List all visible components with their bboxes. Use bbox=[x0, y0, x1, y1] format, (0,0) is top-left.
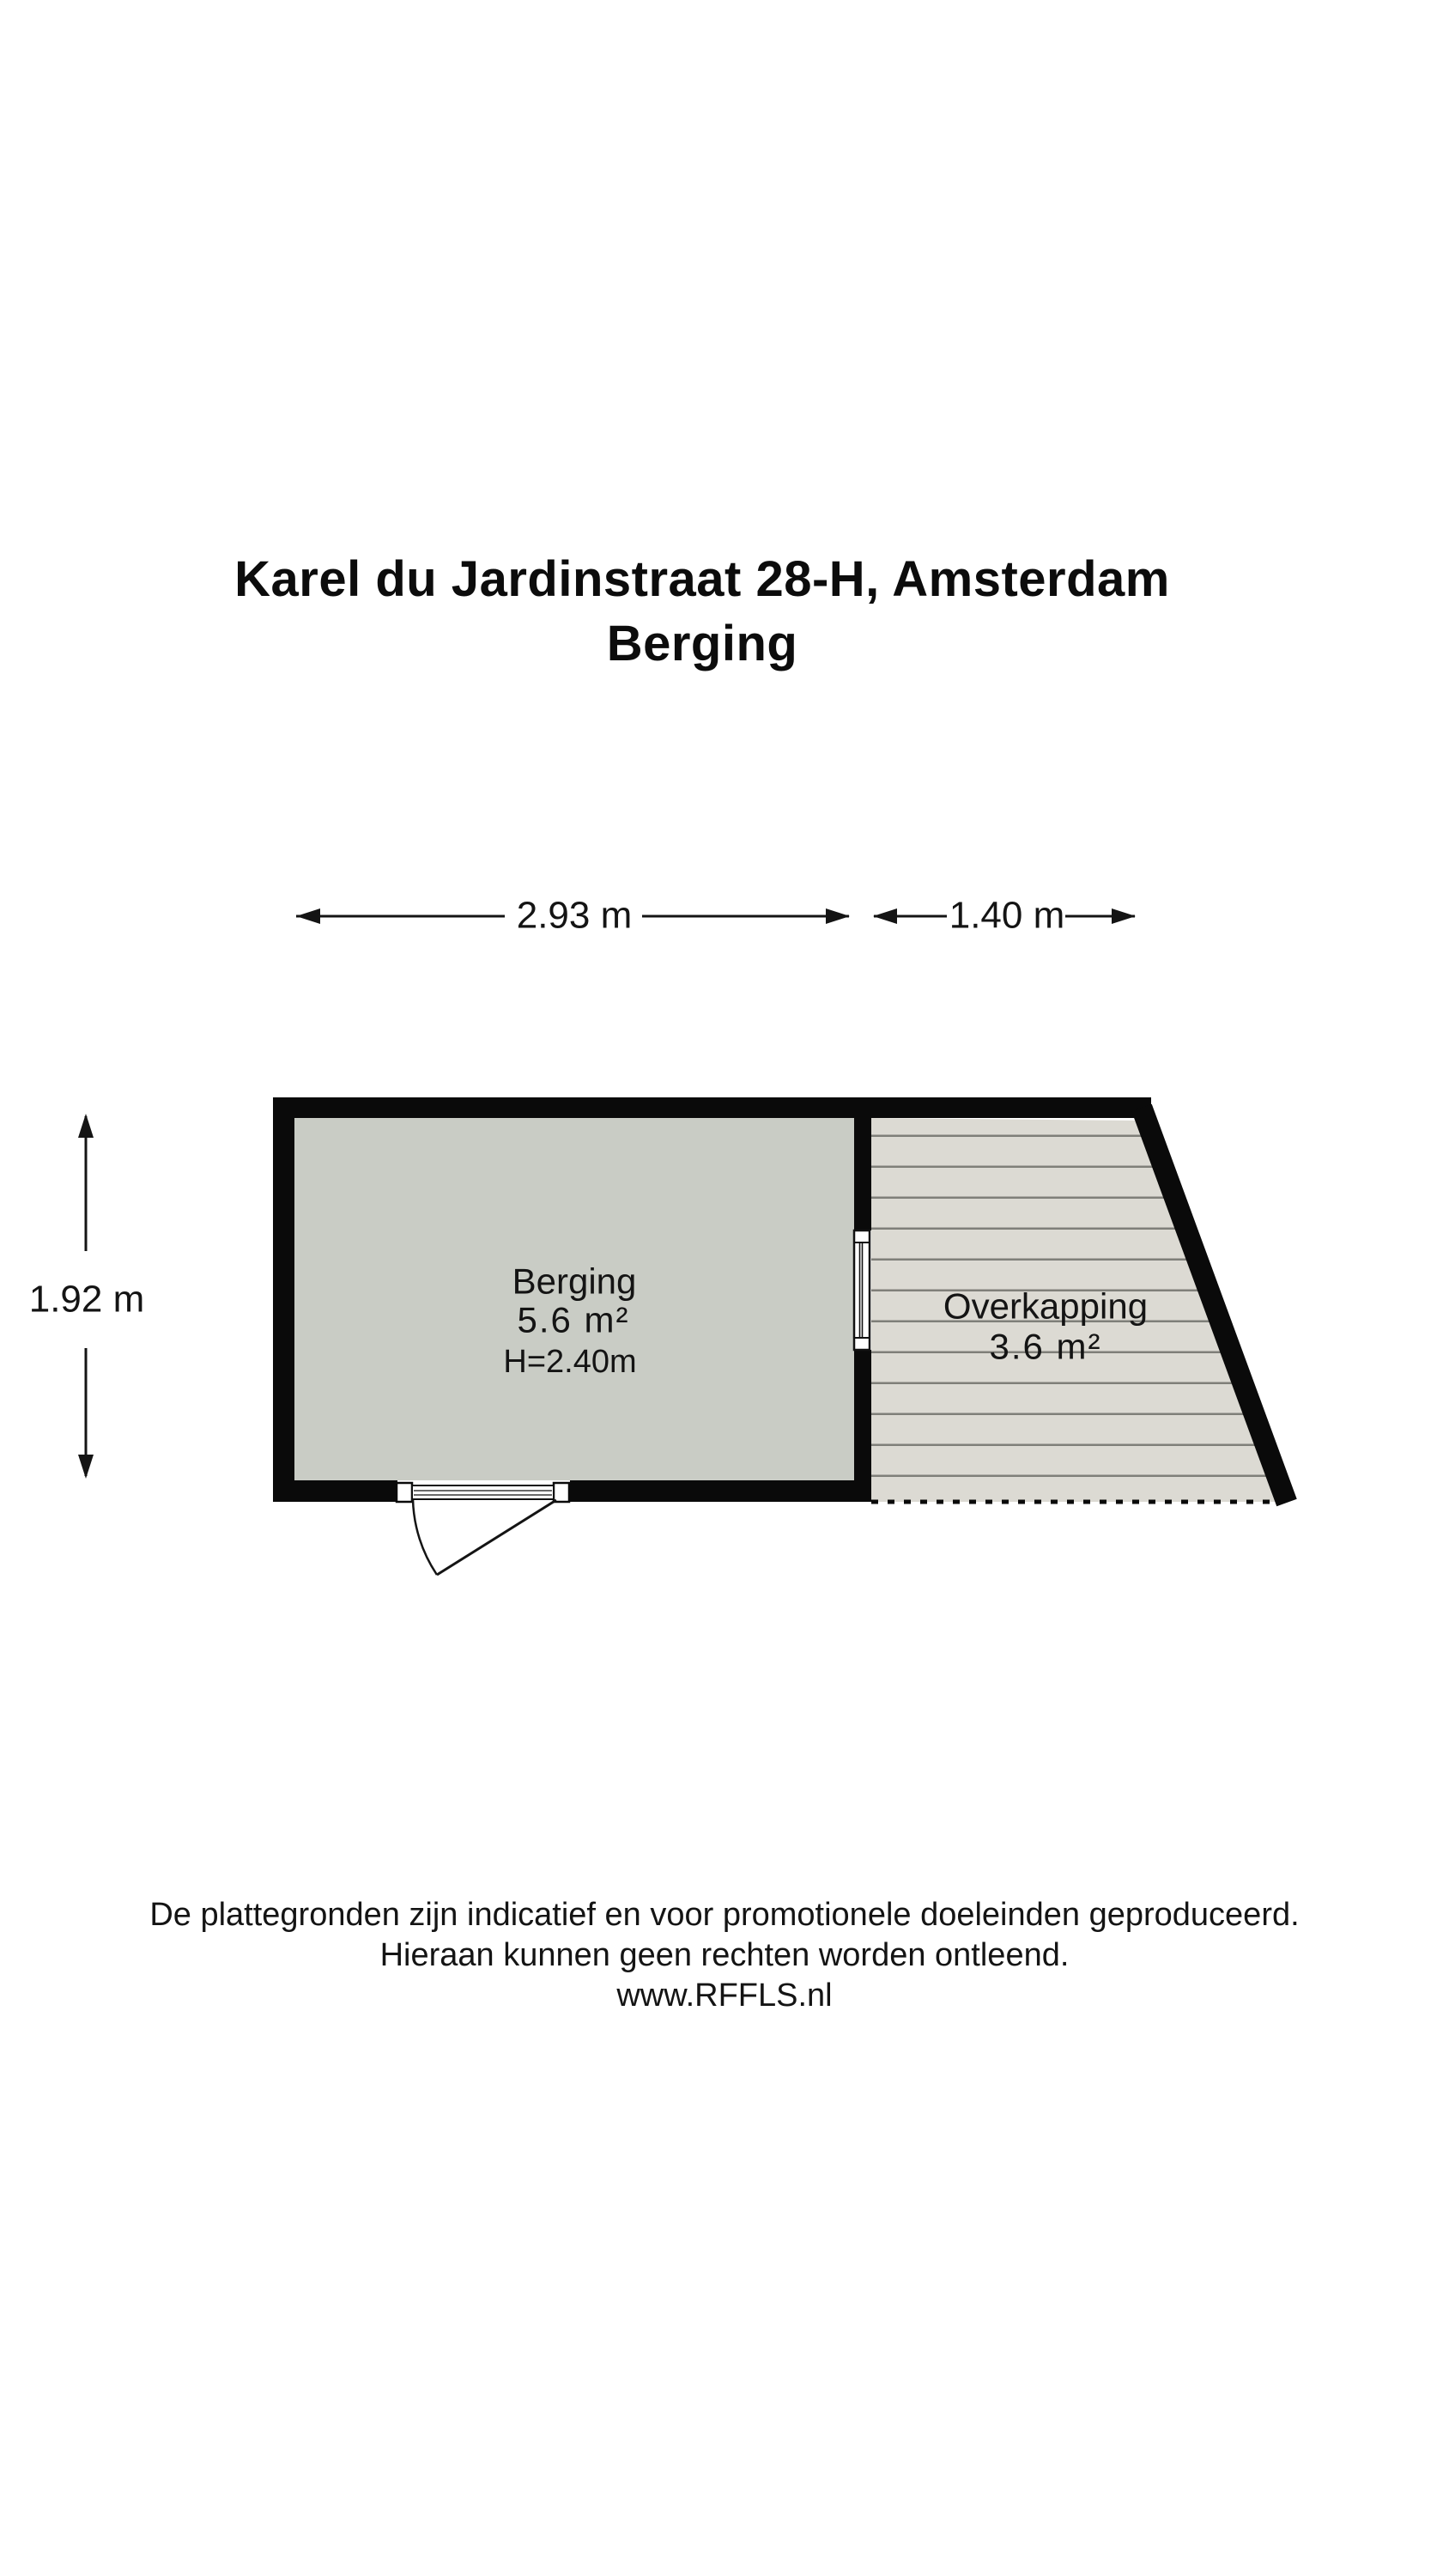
wall-divider-above-window bbox=[854, 1118, 871, 1230]
wall-divider-below-window bbox=[854, 1350, 871, 1502]
door-threshold bbox=[412, 1485, 554, 1499]
overkapping-room-area: 3.6 m² bbox=[989, 1326, 1102, 1367]
page-title-address: Karel du Jardinstraat 28-H, Amsterdam bbox=[234, 551, 1170, 607]
door-jamb-right bbox=[554, 1483, 569, 1502]
berging-room-name: Berging bbox=[512, 1261, 637, 1302]
arrowhead-right-icon bbox=[1112, 908, 1136, 924]
wall-left bbox=[273, 1097, 294, 1502]
door-symbol bbox=[397, 1483, 569, 1575]
arrowhead-left-icon bbox=[296, 908, 320, 924]
wall-bottom-right-of-door bbox=[570, 1480, 871, 1502]
door-jamb-left bbox=[397, 1483, 412, 1502]
disclaimer-footer bbox=[0, 1895, 1449, 2016]
arrowhead-right-icon bbox=[826, 908, 850, 924]
dimension-overkapping-width-label: 1.40 m bbox=[949, 894, 1065, 937]
disclaimer-line-2: Hieraan kunnen geen rechten worden ontleend. bbox=[379, 1937, 1070, 1973]
arrowhead-down-icon bbox=[78, 1455, 94, 1479]
door-swing-arc bbox=[413, 1499, 437, 1575]
wall-top bbox=[273, 1097, 1151, 1118]
page-title-floor: Berging bbox=[606, 616, 798, 671]
website-url: www.RFFLS.nl bbox=[616, 1978, 833, 2014]
dimension-berging-width-label: 2.93 m bbox=[516, 894, 633, 937]
berging-ceiling-height: H=2.40m bbox=[503, 1344, 637, 1380]
window-symbol bbox=[854, 1230, 870, 1350]
disclaimer-line-1: De plattegronden zijn indicatief en voor promotionele doeleinden geproduceerd. bbox=[149, 1897, 1300, 1933]
wall-bottom-left-of-door bbox=[273, 1480, 397, 1502]
arrowhead-up-icon bbox=[78, 1114, 94, 1138]
door-leaf bbox=[437, 1500, 556, 1575]
berging-room-area: 5.6 m² bbox=[517, 1299, 630, 1340]
overkapping-room-name: Overkapping bbox=[943, 1285, 1149, 1327]
arrowhead-left-icon bbox=[873, 908, 897, 924]
dimension-left-height-label: 1.92 m bbox=[28, 1278, 145, 1321]
